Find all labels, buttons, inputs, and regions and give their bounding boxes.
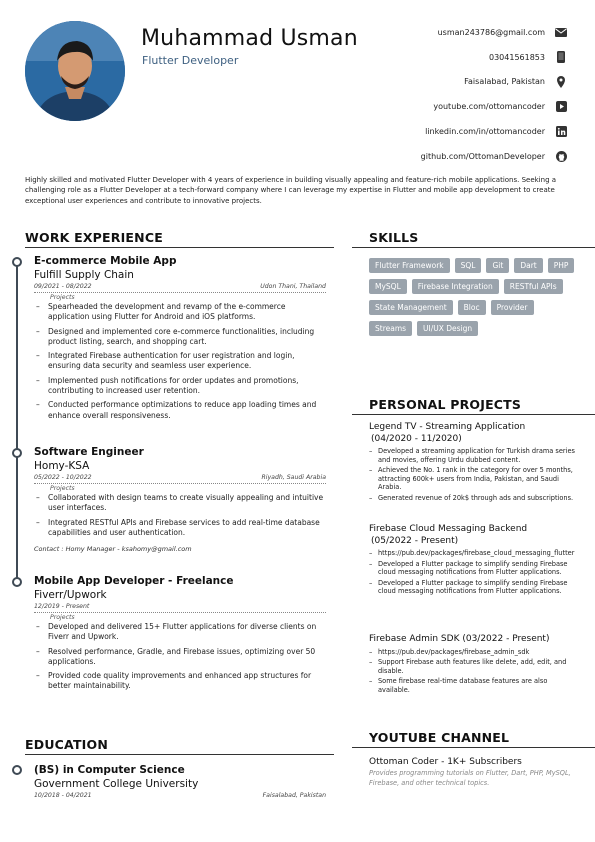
education-rule — [25, 754, 334, 755]
linkedin-icon — [554, 125, 568, 139]
skill-tag: Git — [486, 258, 509, 273]
job-entry-freelance — [34, 575, 326, 696]
job-title: Software Engineer — [34, 446, 144, 458]
contact-youtube[interactable] — [328, 94, 568, 119]
skill-tag: Streams — [369, 321, 412, 336]
project-title: Firebase Cloud Messaging Backend — [369, 524, 528, 534]
candidate-role: Flutter Developer — [142, 54, 239, 67]
skill-tag: Firebase Integration — [412, 279, 499, 294]
contact-email[interactable] — [328, 20, 568, 45]
skill-tag: Provider — [491, 300, 534, 315]
skill-tag: MySQL — [369, 279, 407, 294]
youtube-icon — [554, 100, 568, 114]
education-dates: 10/2018 - 04/2021 — [34, 792, 92, 799]
youtube-channel-description: Provides programming tutorials on Flutter, Dart, PHP, MySQL, Firebase, and other technical topics. — [369, 769, 571, 787]
professional-summary: Highly skilled and motivated Flutter Developer with 4 years of experience in building visually appealing and feature-rich mobile applications. Seeking a challenging role as a Flutter Developer at a tech-forward company where I can leverage my expertise in Flutter and mobile app development to create exceptional user experiences and contribute to innovative projects. — [25, 176, 557, 205]
job-location: Udon Thani, Thailand — [260, 283, 326, 290]
skill-tag: Dart — [514, 258, 542, 273]
skills-heading: SKILLS — [369, 230, 419, 245]
job-title: E-commerce Mobile App — [34, 255, 177, 267]
education-entry — [34, 764, 326, 801]
contact-linkedin[interactable] — [328, 119, 568, 144]
contact-location — [328, 70, 568, 95]
list-item: – Support Firebase auth features like delete, add, edit, and disable. — [369, 658, 567, 675]
job-meta — [34, 474, 326, 484]
list-item: – Conducted performance optimizations to reduce app loading times and enhance overall responsiveness. — [36, 400, 317, 420]
skill-tag: PHP — [548, 258, 575, 273]
education-meta — [34, 792, 326, 801]
work-experience-rule — [25, 247, 334, 248]
skill-tag: State Management — [369, 300, 453, 315]
projects-label: Projects — [50, 294, 75, 301]
list-item: – Developed a Flutter package to simplify sending Firebase cloud messaging notifications from Flutter applications. — [369, 559, 568, 576]
skills-list — [369, 258, 579, 336]
job-location: Riyadh, Saudi Arabia — [261, 474, 326, 481]
education-location: Faisalabad, Pakistan — [262, 792, 326, 799]
job-company: Fulfill Supply Chain — [34, 269, 134, 281]
list-item: – Spearheaded the development and revamp of the e-commerce application using Flutter for Android and iOS platforms. — [36, 302, 286, 322]
list-item: – Collaborated with design teams to create visually appealing and intuitive user interfaces. — [36, 493, 324, 513]
list-item[interactable]: – https://pub.dev/packages/firebase_cloud_messaging_flutter — [369, 549, 575, 557]
project-firebase-admin-sdk — [369, 634, 579, 694]
list-item: – Developed and delivered 15+ Flutter applications for diverse clients on Fiverr and Upwork. — [36, 622, 317, 642]
list-item: – Generated revenue of 20k$ through ads and subscriptions. — [369, 493, 574, 502]
project-fcm-backend — [369, 524, 579, 596]
project-dates: (05/2022 - Present) — [371, 535, 459, 546]
job-dates: 09/2021 - 08/2022 — [34, 283, 92, 290]
timeline-dot — [12, 448, 22, 458]
reference-contact: Contact : Homy Manager - ksahomy@gmail.com — [34, 545, 192, 554]
personal-projects-rule — [352, 414, 595, 415]
skill-tag: Bloc — [458, 300, 486, 315]
job-dates: 05/2022 - 10/2022 — [34, 474, 92, 481]
degree: (BS) in Computer Science — [34, 764, 185, 776]
skill-tag: UI/UX Design — [417, 321, 478, 336]
youtube-heading: YOUTUBE CHANNEL — [369, 730, 510, 745]
contact-linkedin-text: linkedin.com/in/ottomancoder — [425, 127, 545, 137]
timeline-dot — [12, 257, 22, 267]
contact-location-text: Faisalabad, Pakistan — [464, 77, 545, 87]
location-pin-icon — [554, 75, 568, 89]
contact-youtube-text: youtube.com/ottomancoder — [433, 102, 545, 112]
job-company: Fiverr/Upwork — [34, 589, 107, 601]
project-legend-tv — [369, 422, 579, 502]
project-title: Firebase Admin SDK (03/2022 - Present) — [369, 634, 550, 644]
person-silhouette-icon — [25, 21, 125, 121]
list-item: – Integrated RESTful APIs and Firebase services to add real-time database capabilities and user authentication. — [36, 517, 320, 537]
list-item: – Developed a Flutter package to simplify sending Firebase cloud messaging notifications from Flutter applications. — [369, 578, 568, 595]
timeline-line — [16, 265, 18, 583]
phone-icon — [554, 50, 568, 64]
job-meta — [34, 603, 326, 613]
school: Government College University — [34, 778, 199, 790]
personal-projects-heading: PERSONAL PROJECTS — [369, 397, 522, 412]
list-item[interactable]: – https://pub.dev/packages/firebase_admin_sdk — [369, 647, 530, 656]
contact-github[interactable] — [328, 144, 568, 169]
candidate-name: Muhammad Usman — [141, 26, 358, 51]
list-item: – Developed a streaming application for Turkish drama series and movies, offering Urdu dubbed content. — [369, 447, 575, 464]
job-entry-software-engineer — [34, 446, 326, 553]
timeline-dot — [12, 765, 22, 775]
contact-github-text: github.com/OttomanDeveloper — [420, 151, 545, 161]
job-entry-ecommerce — [34, 255, 326, 425]
list-item: – Achieved the No. 1 rank in the category for over 5 months, attracting 600k+ users from India, Pakistan, and Saudi Arabia. — [369, 466, 573, 491]
list-item: – Implemented push notifications for order updates and promotions, contributing to increased user retention. — [36, 375, 299, 396]
projects-label: Projects — [50, 614, 75, 621]
skill-tag: SQL — [455, 258, 482, 273]
work-experience-heading: WORK EXPERIENCE — [25, 230, 163, 245]
list-item: – Resolved performance, Gradle, and Firebase issues, optimizing over 50 applications. — [36, 646, 316, 666]
contact-email-text: usman243786@gmail.com — [437, 27, 545, 37]
list-item: – Integrated Firebase authentication for user registration and login, ensuring data security and seamless user experience. — [36, 351, 295, 371]
contact-phone-text: 03041561853 — [489, 52, 545, 62]
github-icon — [554, 149, 568, 163]
list-item: – Some firebase real-time database features are also available. — [369, 677, 548, 694]
job-title: Mobile App Developer - Freelance — [34, 575, 234, 587]
project-dates: (04/2020 - 11/2020) — [371, 433, 462, 444]
timeline-dot — [12, 577, 22, 587]
job-meta — [34, 283, 326, 293]
skills-rule — [352, 247, 595, 248]
education-heading: EDUCATION — [25, 737, 109, 752]
job-company: Homy-KSA — [34, 460, 90, 472]
youtube-rule — [352, 747, 595, 748]
contact-list — [328, 20, 568, 169]
skill-tag: RESTful APIs — [504, 279, 563, 294]
list-item: – Designed and implemented core e-commerce functionalities, including product listing, search, and shopping cart. — [36, 326, 315, 346]
project-title: Legend TV - Streaming Application — [369, 422, 526, 432]
youtube-channel-name: Ottoman Coder - 1K+ Subscribers — [369, 757, 522, 767]
contact-phone[interactable] — [328, 45, 568, 70]
job-dates: 12/2019 - Present — [34, 603, 90, 610]
projects-label: Projects — [50, 485, 75, 492]
skill-tag: Flutter Framework — [369, 258, 450, 273]
envelope-icon — [554, 25, 568, 39]
list-item: – Provided code quality improvements and enhanced app structures for better maintainability. — [36, 671, 312, 691]
profile-photo — [25, 21, 125, 121]
